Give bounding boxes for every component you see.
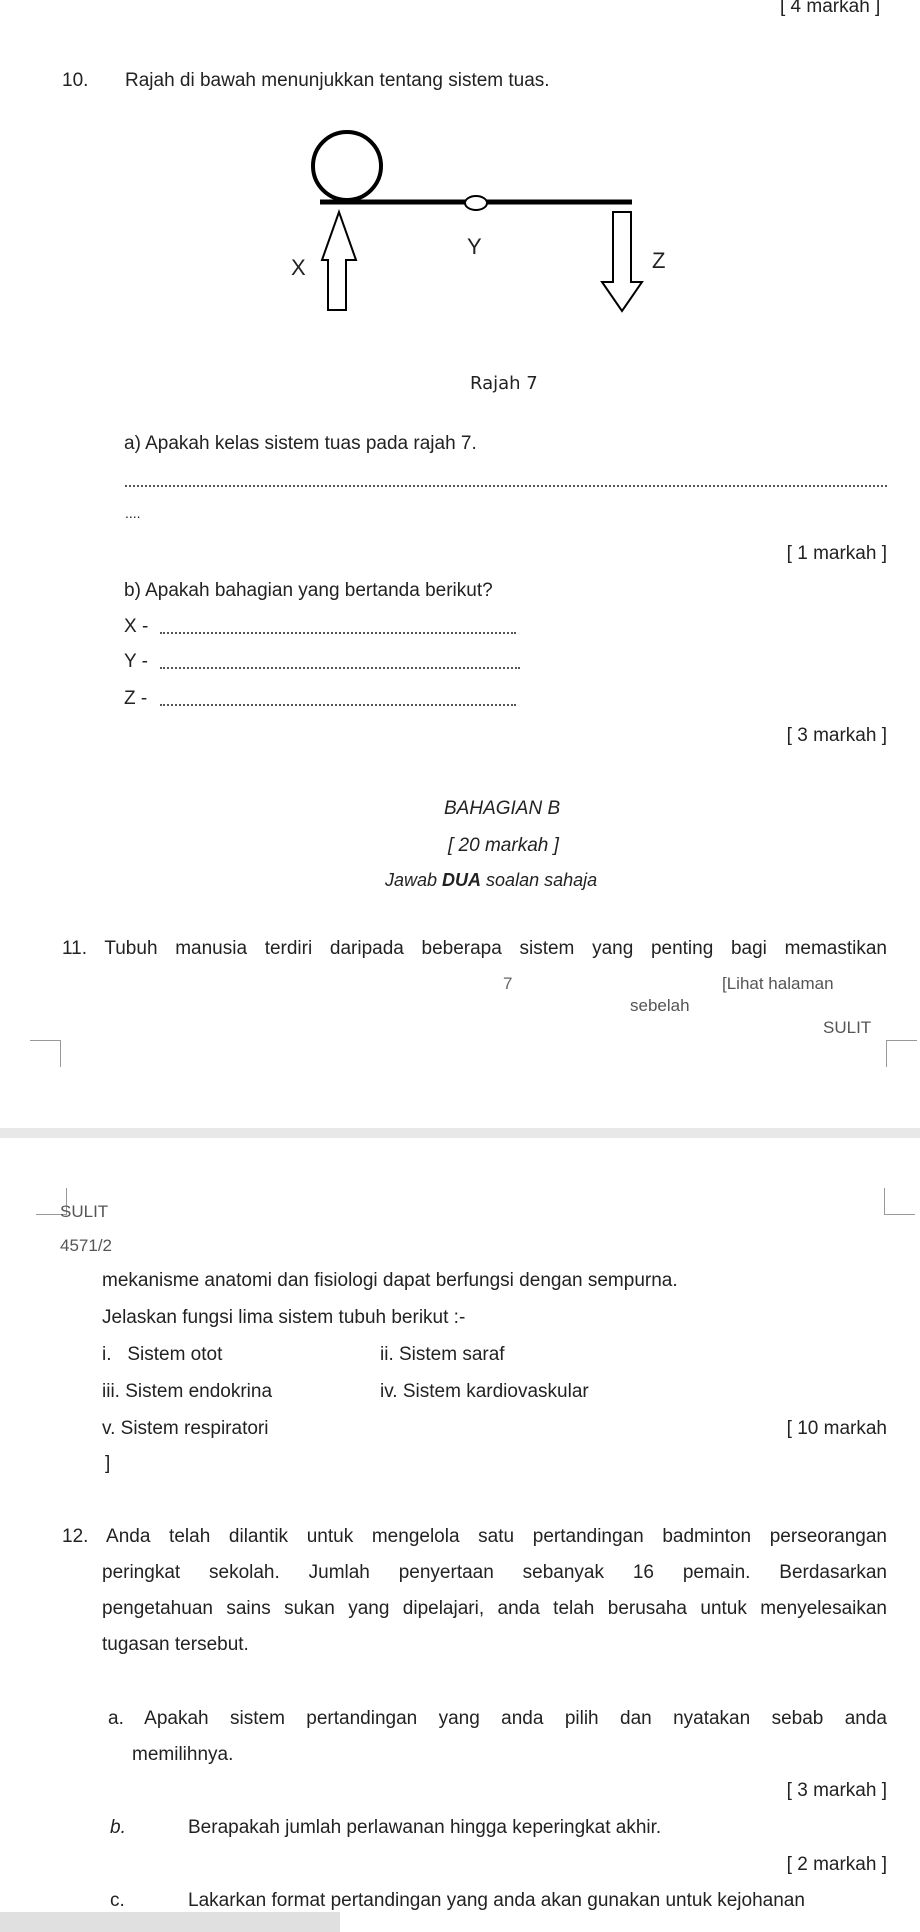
answer-line-q10a[interactable] [125,485,887,487]
q10b-item-y: Y - [124,651,148,672]
footer-sulit: SULIT [823,1018,872,1037]
q11-line3: Jelaskan fungsi lima sistem tubuh berikut :- [102,1307,466,1328]
crop-mark-top-right [884,1188,915,1215]
q11-line2: mekanisme anatomi dan fisiologi dapat berfungsi dengan sempurna. [102,1270,678,1291]
q10-stem: Rajah di bawah menunjukkan tentang sistem tuas. [125,70,550,91]
q11-marks-close: ] [105,1453,111,1474]
q11-marks: [ 10 markah [786,1418,887,1439]
q10b-marks: [ 3 markah ] [786,725,887,746]
q11-item-3: iii. Sistem endokrina [102,1381,273,1402]
q10a-question: a) Apakah kelas sistem tuas pada rajah 7. [124,433,477,454]
next-page-note: [Lihat halaman [722,974,834,993]
figure-label-z: Z [652,248,666,273]
q11-item-4: iv. Sistem kardiovaskular [380,1381,589,1402]
q12b-marks: [ 2 markah ] [786,1854,887,1875]
crop-mark-left [30,1040,61,1067]
lever-figure [0,110,920,410]
q10a-marks: [ 1 markah ] [786,543,887,564]
up-arrow-x [322,212,356,310]
previous-marks: [ 4 markah ] [780,0,881,17]
q12b-text: Berapakah jumlah perlawanan hingga keperingkat akhir. [188,1817,662,1838]
figure-label-x: X [291,255,306,280]
answer-line-x[interactable] [160,632,516,634]
next-page-note-2: sebelah [630,996,690,1015]
figure-caption: Rajah 7 [470,373,538,394]
q10a-continuation: .... [125,505,141,521]
q11-item-5: v. Sistem respiratori [102,1418,269,1439]
q10b-item-z: Z - [124,688,148,709]
q11-item-1: i. Sistem otot [102,1344,223,1365]
section-b-instruction: Jawab DUA soalan sahaja [385,870,598,890]
q12-line4: tugasan tersebut. [102,1634,249,1655]
q12-line1: 12. Anda telah dilantik untuk mengelola satu pertandingan badminton perseorangan [62,1526,887,1547]
page-separator [0,1128,920,1138]
q10b-question: b) Apakah bahagian yang bertanda berikut? [124,580,493,601]
section-b-marks: [ 20 markah ] [448,835,559,856]
load-ball [313,132,381,200]
q12-line3: pengetahuan sains sukan yang dipelajari, anda telah berusaha untuk menyelesaikan [102,1598,887,1619]
answer-line-y[interactable] [160,667,520,669]
q12a-marks: [ 3 markah ] [786,1780,887,1801]
fulcrum-pivot [465,196,487,210]
q12a-line1: a. Apakah sistem pertandingan yang anda pilih dan nyatakan sebab anda [108,1708,887,1729]
page-number: 7 [503,974,513,993]
q12-line2: peringkat sekolah. Jumlah penyertaan sebanyak 16 pemain. Berdasarkan [102,1562,887,1583]
crop-mark-right [886,1040,917,1067]
q12a-line2: memilihnya. [132,1744,234,1765]
section-b-title: BAHAGIAN B [444,798,561,819]
down-arrow-z [602,212,642,311]
q10-number: 10. [62,70,89,91]
q12c-label: c. [110,1890,125,1911]
figure-label-y: Y [467,234,482,259]
page2-sulit: SULIT [60,1202,109,1221]
q12c-text: Lakarkan format pertandingan yang anda akan gunakan untuk kejohanan [188,1890,805,1911]
page2-code: 4571/2 [60,1236,112,1255]
q10b-item-x: X - [124,616,149,637]
answer-line-z[interactable] [160,704,516,706]
cropped-next-line [0,1912,340,1932]
q12b-label: b. [110,1817,126,1838]
q11-line1: 11. Tubuh manusia terdiri daripada beberapa sistem yang penting bagi memastikan [62,938,887,959]
q11-item-2: ii. Sistem saraf [380,1344,505,1365]
